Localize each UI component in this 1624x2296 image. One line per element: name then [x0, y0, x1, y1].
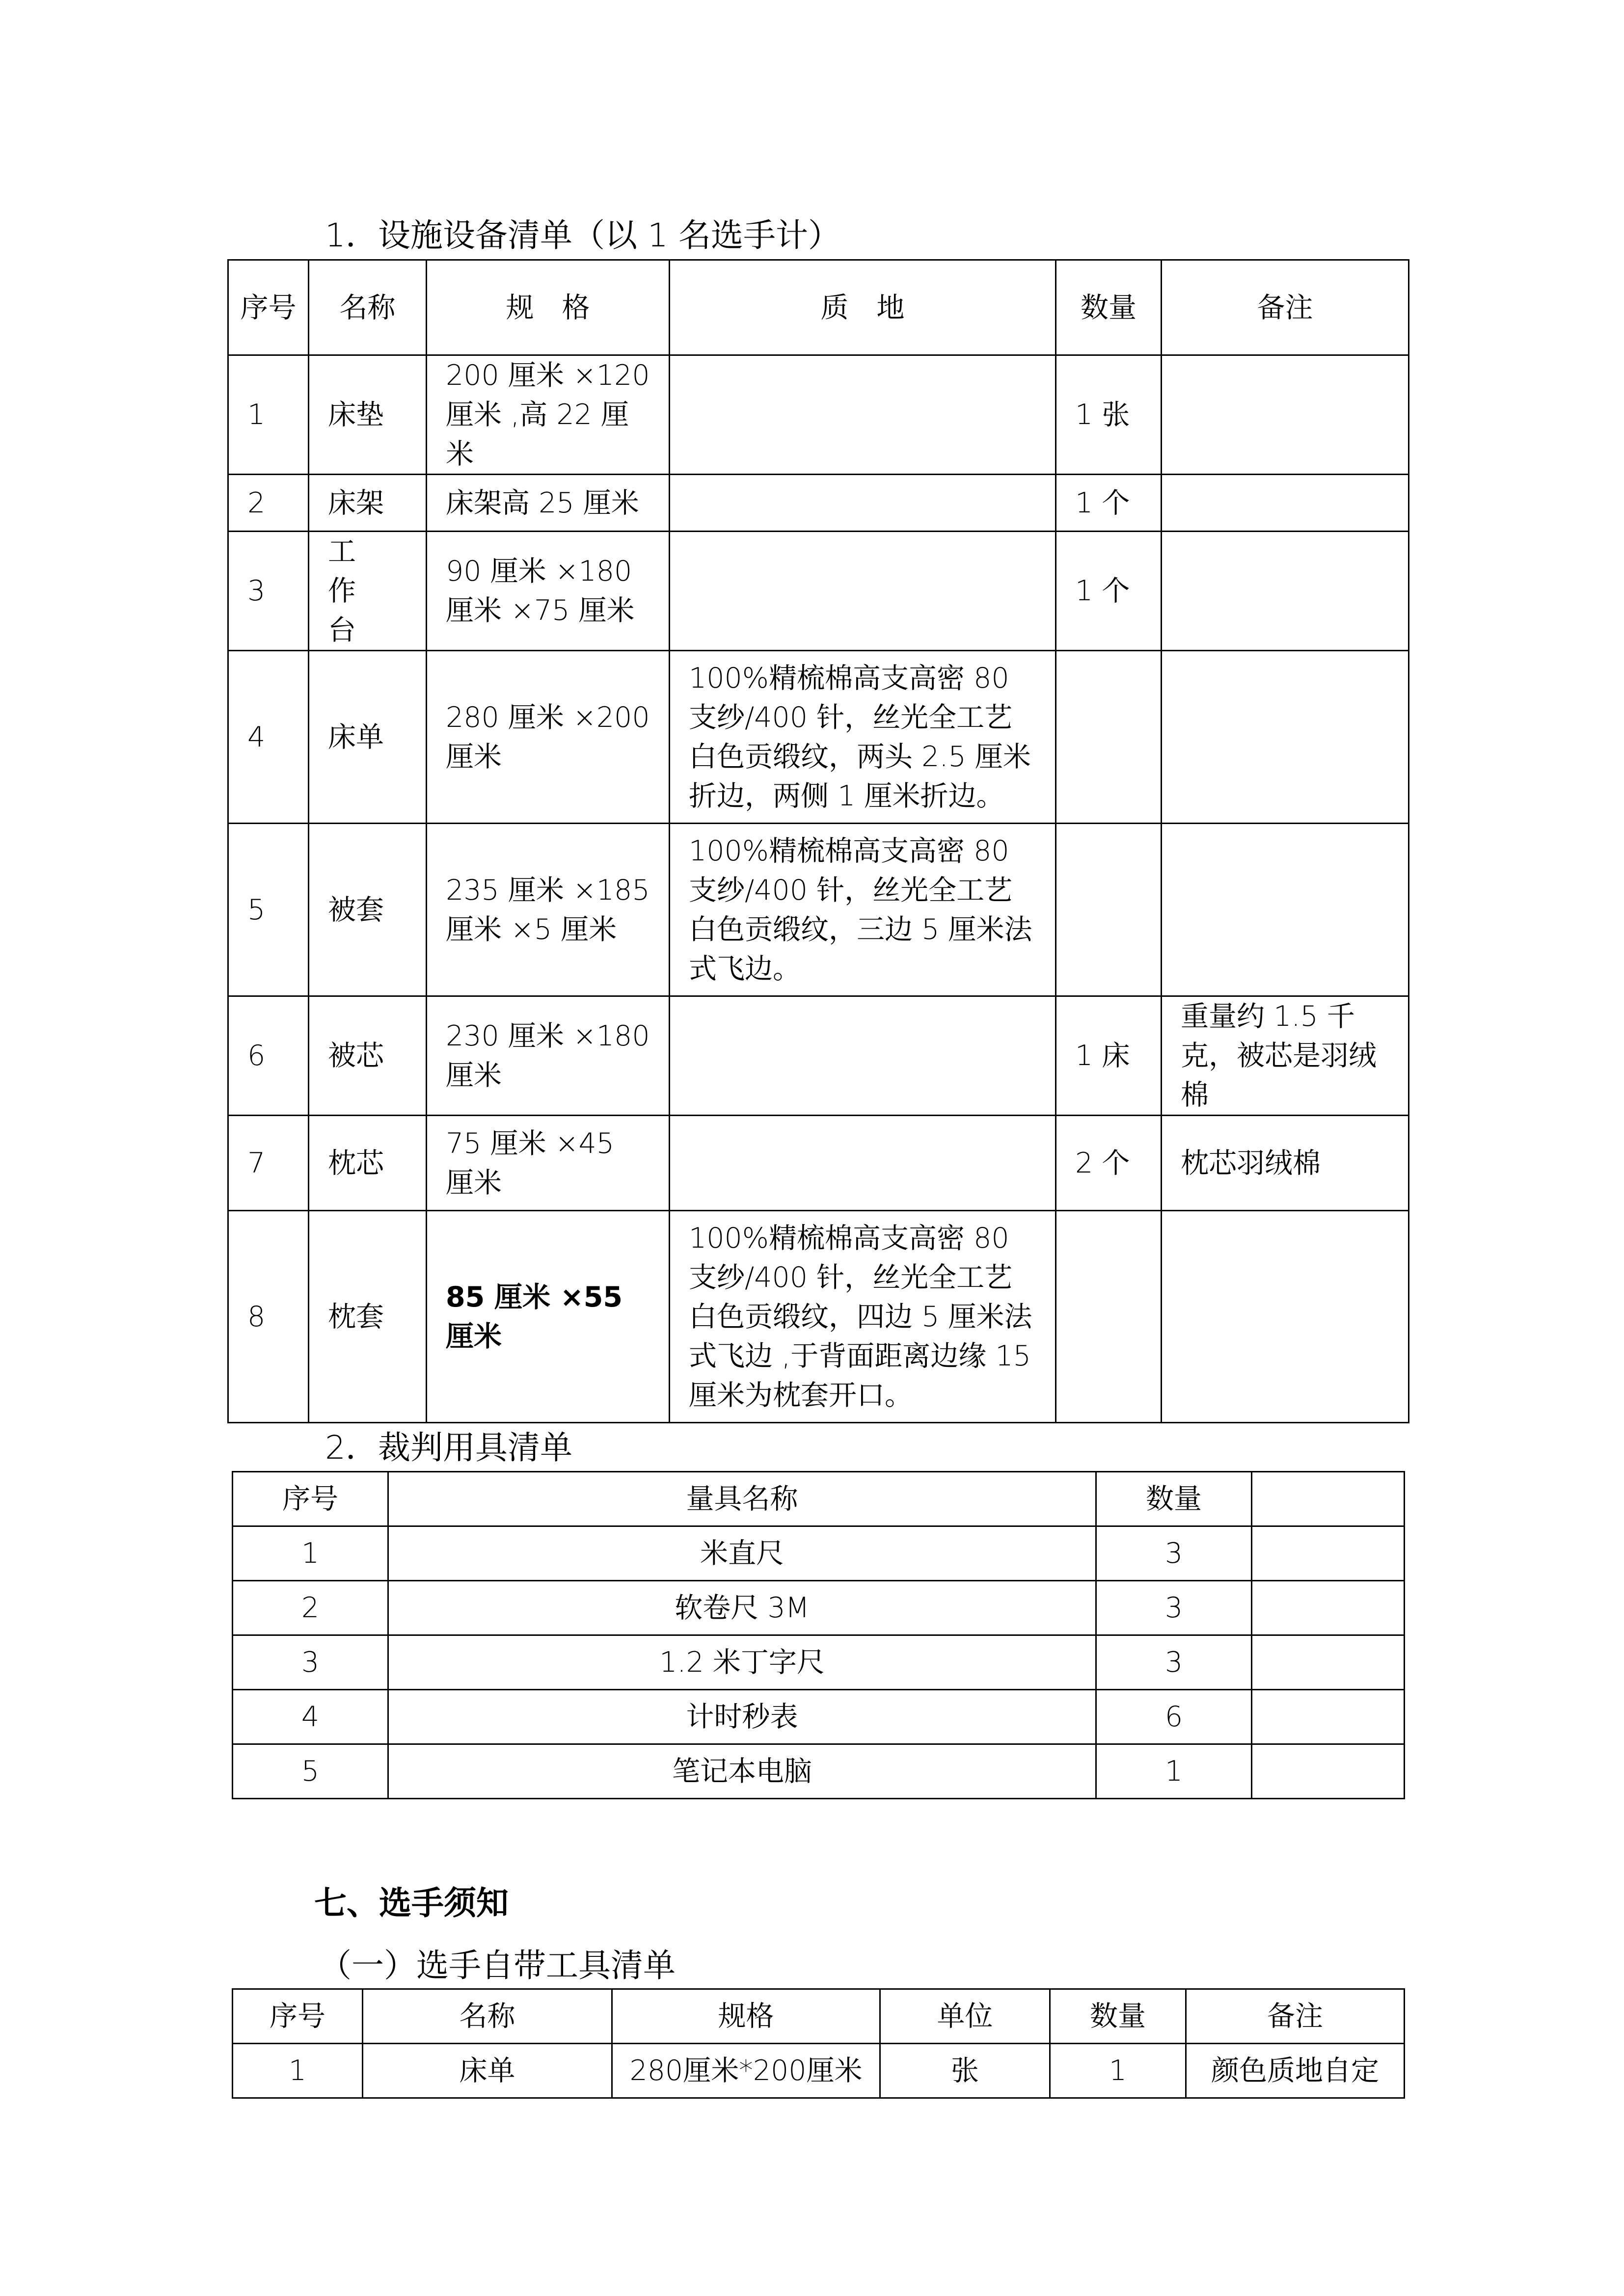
row-no: 3: [228, 532, 309, 651]
row-unit: 张: [880, 2044, 1050, 2098]
row-spec: 85 厘米 ×55 厘米: [427, 1211, 670, 1423]
row-note: 颜色质地自定: [1186, 2044, 1405, 2098]
table-row: [228, 651, 1409, 824]
row-qty: [1056, 1211, 1162, 1423]
row-note: [1162, 824, 1409, 996]
header-unit: 单位: [880, 1989, 1050, 2044]
header-no: 序号: [233, 1472, 388, 1526]
header-spec: 规 格: [427, 260, 670, 355]
row-qty: 2 个: [1056, 1116, 1162, 1211]
section7-title: 七、选手须知: [314, 1884, 509, 1922]
table-row: [233, 1526, 1405, 1581]
row-qty: 1 个: [1056, 475, 1162, 532]
row-blank: [1252, 1581, 1405, 1635]
row-no: 2: [233, 1581, 388, 1635]
table-row: [228, 355, 1409, 475]
row-qty: [1056, 651, 1162, 824]
row-material: [670, 996, 1056, 1116]
row-name: 软卷尺 3M: [388, 1581, 1096, 1635]
row-name: 床单: [309, 651, 427, 824]
row-qty: 1 张: [1056, 355, 1162, 475]
header-qty: 数量: [1050, 1989, 1186, 2044]
row-name: 枕套: [309, 1211, 427, 1423]
row-spec: 90 厘米 ×180 厘米 ×75 厘米: [427, 532, 670, 651]
row-spec: 床架高 25 厘米: [427, 475, 670, 532]
row-no: 5: [233, 1744, 388, 1799]
row-name: 笔记本电脑: [388, 1744, 1096, 1799]
row-no: 4: [228, 651, 309, 824]
row-blank: [1252, 1526, 1405, 1581]
row-name: 床垫: [309, 355, 427, 475]
row-qty: 1: [1050, 2044, 1186, 2098]
row-spec: 230 厘米 ×180 厘米: [427, 996, 670, 1116]
row-material: 100%精梳棉高支高密 80 支纱/400 针，丝光全工艺白色贡缎纹，四边 5 厘米法式飞边 ,于背面距离边缘 15 厘米为枕套开口。: [670, 1211, 1056, 1423]
row-name: 被芯: [309, 996, 427, 1116]
section7-subtitle: （一）选手自带工具清单: [319, 1947, 676, 1984]
row-material: [670, 355, 1056, 475]
row-material: 100%精梳棉高支高密 80 支纱/400 针，丝光全工艺白色贡缎纹，三边 5 厘米法式飞边。: [670, 824, 1056, 996]
table-row: [228, 1211, 1409, 1423]
table-row: [228, 824, 1409, 996]
referee-tools-table: [232, 1471, 1405, 1799]
row-note: [1162, 475, 1409, 532]
row-qty: 3: [1096, 1581, 1252, 1635]
row-note: 枕芯羽绒棉: [1162, 1116, 1409, 1211]
row-material: [670, 532, 1056, 651]
header-material: 质 地: [670, 260, 1056, 355]
row-no: 2: [228, 475, 309, 532]
row-note: [1162, 1211, 1409, 1423]
table-row: [233, 1635, 1405, 1690]
table-row: [233, 1690, 1405, 1744]
row-qty: [1056, 824, 1162, 996]
row-blank: [1252, 1744, 1405, 1799]
row-qty: 3: [1096, 1526, 1252, 1581]
row-no: 5: [228, 824, 309, 996]
header-qty: 数量: [1056, 260, 1162, 355]
row-spec: 280厘米*200厘米: [612, 2044, 880, 2098]
table-header-row: [233, 1989, 1405, 2044]
row-no: 1: [233, 2044, 363, 2098]
row-spec: 280 厘米 ×200 厘米: [427, 651, 670, 824]
row-no: 8: [228, 1211, 309, 1423]
row-note: 重量约 1.5 千克，被芯是羽绒棉: [1162, 996, 1409, 1116]
row-name: 米直尺: [388, 1526, 1096, 1581]
section2-title: 2．裁判用具清单: [325, 1429, 572, 1467]
header-note: 备注: [1162, 260, 1409, 355]
header-note: 备注: [1186, 1989, 1405, 2044]
section1-title: 1．设施设备清单（以 1 名选手计）: [325, 216, 840, 254]
table-row: [228, 532, 1409, 651]
row-name: 工作台: [309, 532, 427, 651]
table-row: [228, 475, 1409, 532]
row-no: 6: [228, 996, 309, 1116]
contestant-tools-table: [232, 1988, 1405, 2099]
row-name: 计时秒表: [388, 1690, 1096, 1744]
row-no: 3: [233, 1635, 388, 1690]
row-material: 100%精梳棉高支高密 80 支纱/400 针，丝光全工艺白色贡缎纹，两头 2.5 厘米折边，两侧 1 厘米折边。: [670, 651, 1056, 824]
row-no: 1: [228, 355, 309, 475]
header-no: 序号: [228, 260, 309, 355]
row-qty: 1 个: [1056, 532, 1162, 651]
row-blank: [1252, 1690, 1405, 1744]
row-note: [1162, 355, 1409, 475]
row-no: 4: [233, 1690, 388, 1744]
header-blank: [1252, 1472, 1405, 1526]
table-row: [233, 1744, 1405, 1799]
table-header-row: [228, 260, 1409, 355]
row-qty: 6: [1096, 1690, 1252, 1744]
row-qty: 3: [1096, 1635, 1252, 1690]
row-note: [1162, 532, 1409, 651]
row-spec: 235 厘米 ×185 厘米 ×5 厘米: [427, 824, 670, 996]
row-material: [670, 1116, 1056, 1211]
row-no: 7: [228, 1116, 309, 1211]
header-name: 名称: [309, 260, 427, 355]
row-spec: 75 厘米 ×45 厘米: [427, 1116, 670, 1211]
row-name: 枕芯: [309, 1116, 427, 1211]
row-qty: 1 床: [1056, 996, 1162, 1116]
table-row: [233, 1581, 1405, 1635]
table-row: [228, 996, 1409, 1116]
header-spec: 规格: [612, 1989, 880, 2044]
equipment-table: [227, 259, 1409, 1423]
header-no: 序号: [233, 1989, 363, 2044]
row-spec: 200 厘米 ×120 厘米 ,高 22 厘米: [427, 355, 670, 475]
header-tool-name: 量具名称: [388, 1472, 1096, 1526]
row-name: 被套: [309, 824, 427, 996]
row-name: 床架: [309, 475, 427, 532]
row-material: [670, 475, 1056, 532]
header-qty: 数量: [1096, 1472, 1252, 1526]
row-note: [1162, 651, 1409, 824]
row-qty: 1: [1096, 1744, 1252, 1799]
row-name: 床单: [363, 2044, 612, 2098]
table-header-row: [233, 1472, 1405, 1526]
row-no: 1: [233, 1526, 388, 1581]
table-row: [228, 1116, 1409, 1211]
table-row: [233, 2044, 1405, 2098]
row-name: 1.2 米丁字尺: [388, 1635, 1096, 1690]
row-blank: [1252, 1635, 1405, 1690]
header-name: 名称: [363, 1989, 612, 2044]
